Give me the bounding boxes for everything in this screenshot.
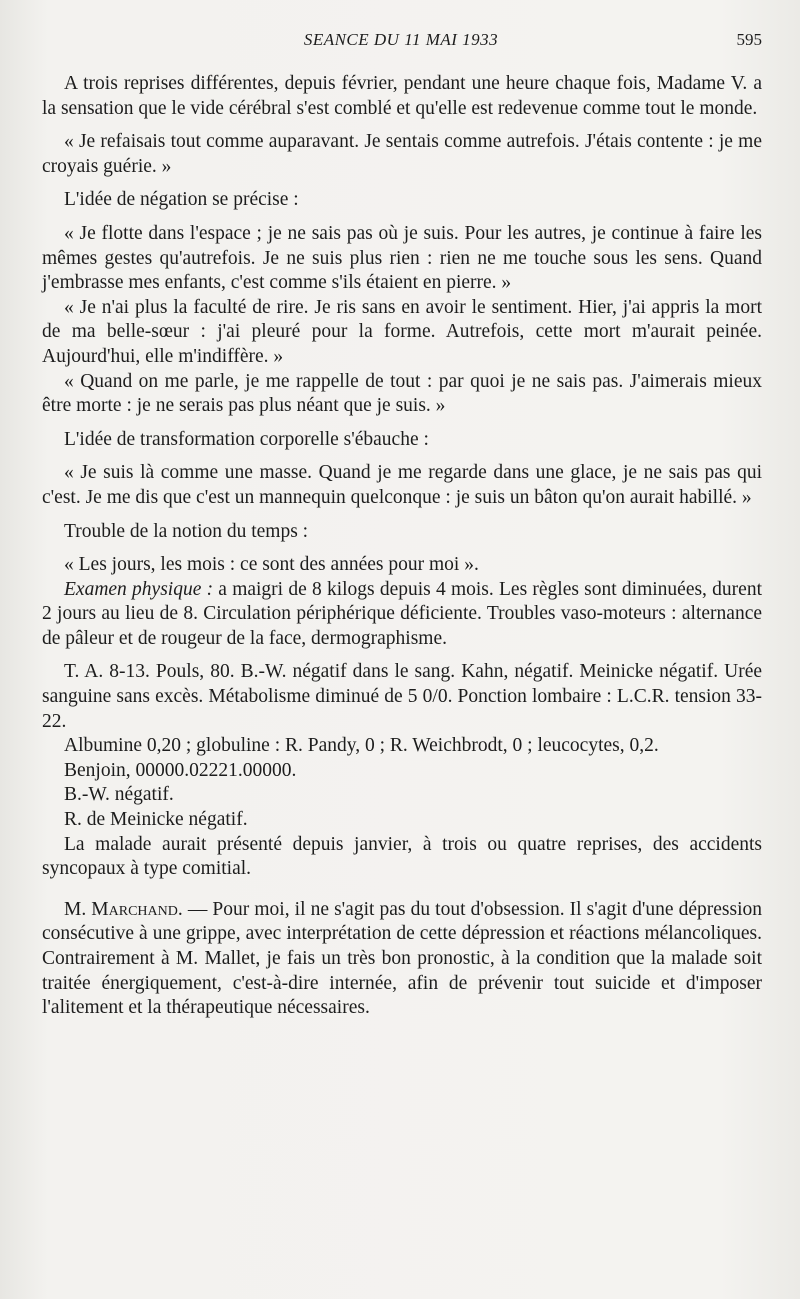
paragraph-text: a maigri de 8 kilogs depuis 4 mois. Les règles sont diminuées, durent 2 jours au lieu de 8. Circulation périphérique déficiente. Troubles vaso-moteurs : alternance de pâleur et de rougeur de la face, dermographisme. bbox=[42, 578, 762, 649]
quote-paragraph: « Je refaisais tout comme auparavant. Je sentais comme autrefois. J'étais contente : je me croyais guérie. » bbox=[42, 131, 762, 177]
running-title: SEANCE DU 11 MAI 1933 bbox=[303, 30, 499, 49]
paragraph: Benjoin, 00000.02221.00000. bbox=[64, 759, 297, 781]
quote-paragraph: « Je flotte dans l'espace ; je ne sais pas où je suis. Pour les autres, je continue à faire les mêmes gestes qu'autrefois. Je ne suis plus rien : rien ne me touche sous les sens. Quand j'embrasse mes enfants, c'est comme s'ils étaient en pierre. » bbox=[42, 222, 762, 294]
page-header bbox=[40, 30, 762, 58]
page-number: 595 bbox=[736, 30, 762, 49]
paragraph: Trouble de la notion du temps : bbox=[64, 520, 309, 542]
paragraph: T. A. 8-13. Pouls, 80. B.-W. négatif dans le sang. Kahn, négatif. Meinicke négatif. Urée sanguine sans excès. Métabolisme diminué de 5 0/0. Ponction lombaire : L.C.R. tension 33-22. bbox=[42, 661, 762, 732]
paragraph: L'idée de négation se précise : bbox=[64, 189, 299, 211]
paragraph-text: — Pour moi, il ne s'agit pas du tout d'obsession. Il s'agit d'une dépression consécutive à une grippe, avec interprétation de cette dépression et réactions mélancoliques. Contrairement à M. Mallet, je fais un très bon pronostic, à la condition que la malade soit traitée énergiquement, c'est-à-dire internée, afin de prévenir tout suicide et d'imposer l'alitement et la thérapeutique nécessaires. bbox=[42, 898, 762, 1019]
section-label: Examen physique : bbox=[64, 578, 214, 600]
paragraph: A trois reprises différentes, depuis février, pendant une heure chaque fois, Madame V. a la sensation que le vide cérébral s'est comblé et qu'elle est redevenue comme tout le monde. bbox=[42, 73, 762, 119]
body-text bbox=[42, 72, 762, 1030]
speaker-name: M. Marchand. bbox=[64, 898, 183, 920]
paragraph bbox=[42, 578, 762, 652]
paragraph: Albumine 0,20 ; globuline : R. Pandy, 0 ; R. Weichbrodt, 0 ; leucocytes, 0,2. bbox=[64, 735, 659, 757]
quote-paragraph: « Je suis là comme une masse. Quand je me regarde dans une glace, je ne sais pas qui c'est. Je me dis que c'est un mannequin quelconque : je suis un bâton qu'on aurait habillé. » bbox=[42, 462, 762, 508]
quote-paragraph: « Quand on me parle, je me rappelle de tout : par quoi je ne sais pas. J'aimerais mieux être morte : je ne serais pas plus néant que je suis. » bbox=[42, 370, 762, 417]
paragraph: La malade aurait présenté depuis janvier, à trois ou quatre reprises, des accidents syncopaux à type comitial. bbox=[42, 833, 762, 880]
paragraph: L'idée de transformation corporelle s'ébauche : bbox=[64, 428, 429, 450]
paragraph bbox=[42, 898, 762, 1021]
quote-paragraph: « Les jours, les mois : ce sont des années pour moi ». bbox=[64, 554, 479, 576]
paragraph: R. de Meinicke négatif. bbox=[64, 809, 248, 831]
quote-paragraph: « Je n'ai plus la faculté de rire. Je ris sans en avoir le sentiment. Hier, j'ai appris la mort de ma belle-sœur : j'ai pleuré pour la forme. Autrefois, cette mort m'aurait peinée. Aujourd'hui, elle m'indiffère. » bbox=[42, 296, 762, 367]
paragraph: B.-W. négatif. bbox=[64, 784, 174, 806]
